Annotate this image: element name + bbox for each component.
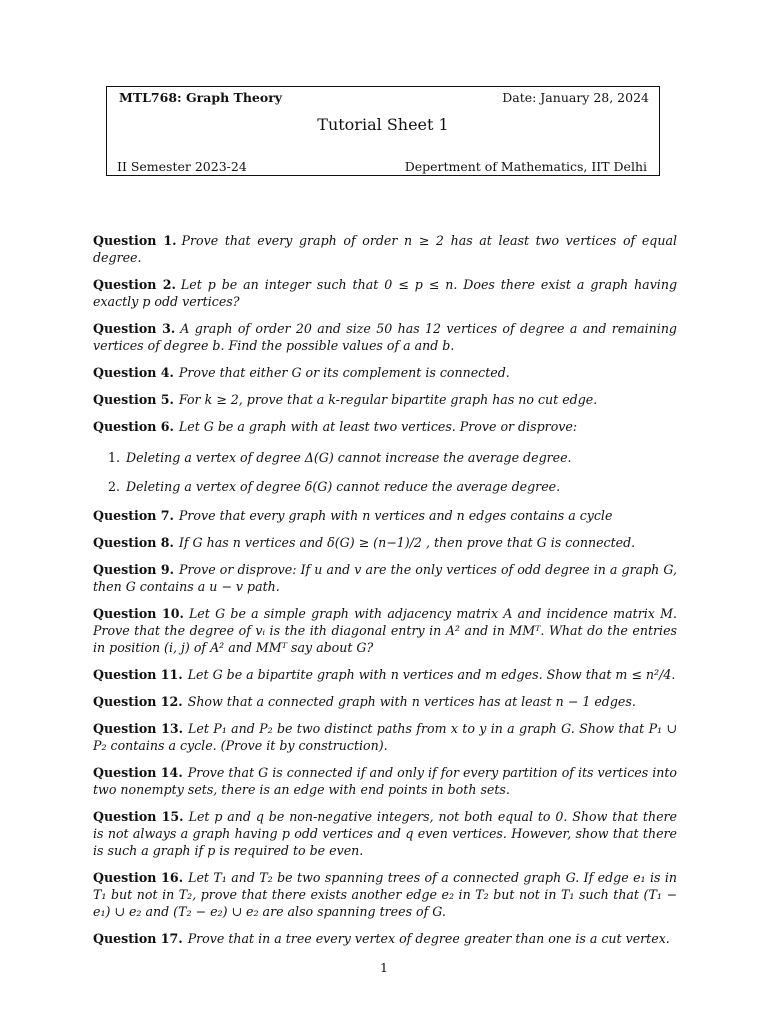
question-text: A graph of order 20 and size 50 has 12 vertices of degree a and remaining vertices of degree b. Find the possible values of a and b.: [93, 321, 677, 353]
question-label: Question 5.: [93, 392, 174, 407]
question-list: [93, 232, 677, 957]
question: [93, 276, 677, 310]
question-label: Question 2.: [93, 277, 176, 292]
sub-item-number: 2.: [108, 479, 121, 494]
question-label: Question 13.: [93, 721, 184, 736]
header-box: [106, 86, 660, 176]
question-text: Let G be a bipartite graph with n vertices and m edges. Show that m ≤ n²/4.: [187, 667, 676, 682]
question-label: Question 6.: [93, 419, 174, 434]
sub-item-text: Deleting a vertex of degree δ(G) cannot reduce the average degree.: [126, 479, 561, 494]
sub-item-text: Deleting a vertex of degree Δ(G) cannot increase the average degree.: [126, 450, 572, 465]
page-number: 1: [380, 960, 388, 975]
sub-item-list: [93, 449, 677, 495]
question-text: Let G be a graph with at least two vertices. Prove or disprove:: [178, 419, 578, 434]
question-text: Let p be an integer such that 0 ≤ p ≤ n. Does there exist a graph having exactly p odd vertices?: [93, 277, 678, 309]
sub-item: [108, 449, 677, 466]
question-label: Question 11.: [93, 667, 183, 682]
question-label: Question 3.: [93, 321, 176, 336]
date-label: Date: January 28, 2024: [502, 90, 649, 105]
question-label: Question 15.: [93, 809, 184, 824]
question: [93, 930, 677, 947]
question-text: Prove that G is connected if and only if for every partition of its vertices into two nonempty sets, there is an edge with end points in both sets.: [93, 765, 678, 797]
question: [93, 869, 677, 920]
sub-item: [108, 478, 677, 495]
sub-item-number: 1.: [108, 450, 121, 465]
question-label: Question 9.: [93, 562, 175, 577]
question-text: Prove that every graph of order n ≥ 2 has at least two vertices of equal degree.: [93, 233, 677, 265]
question: [93, 232, 677, 266]
question-label: Question 4.: [93, 365, 174, 380]
sheet-title: Tutorial Sheet 1: [317, 115, 449, 134]
question: [93, 391, 677, 408]
question-text: Let G be a simple graph with adjacency matrix A and incidence matrix M. Prove that the degree of vᵢ is the ith diagonal entry in A² and in MMᵀ. What do the entries in position (i, j) of A² and MMᵀ say about G?: [93, 606, 677, 655]
question-text: Let p and q be non-negative integers, not both equal to 0. Show that there is not always a graph having p odd vertices and q even vertices. However, show that there is such a graph if p is required to be even.: [93, 809, 678, 858]
question: [93, 605, 677, 656]
question-label: Question 16.: [93, 870, 184, 885]
question-text: Prove or disprove: If u and v are the only vertices of odd degree in a graph G, then G contains a u − v path.: [93, 562, 677, 594]
course-title: MTL768: Graph Theory: [119, 90, 283, 105]
question-label: Question 10.: [93, 606, 184, 621]
question: [93, 666, 677, 683]
question: [93, 320, 677, 354]
question-label: Question 1.: [93, 233, 177, 248]
question-text: If G has n vertices and δ(G) ≥ (n−1)/2 , then prove that G is connected.: [178, 535, 636, 550]
question: [93, 693, 677, 710]
question: [93, 364, 677, 381]
question: [93, 418, 677, 435]
question: [93, 808, 677, 859]
question: [93, 507, 677, 524]
semester-label: II Semester 2023-24: [117, 159, 247, 174]
question-label: Question 17.: [93, 931, 183, 946]
question: [93, 534, 677, 551]
question-label: Question 8.: [93, 535, 174, 550]
question-text: Prove that in a tree every vertex of degree greater than one is a cut vertex.: [187, 931, 670, 946]
question: [93, 561, 677, 595]
question: [93, 720, 677, 754]
question-text: Let P₁ and P₂ be two distinct paths from x to y in a graph G. Show that P₁ ∪ P₂ contains a cycle. (Prove it by construction).: [93, 721, 677, 753]
question-label: Question 7.: [93, 508, 174, 523]
question-label: Question 12.: [93, 694, 183, 709]
question-text: For k ≥ 2, prove that a k-regular bipartite graph has no cut edge.: [178, 392, 598, 407]
question-text: Show that a connected graph with n vertices has at least n − 1 edges.: [187, 694, 636, 709]
department-label: Depertment of Mathematics, IIT Delhi: [404, 159, 647, 174]
question-label: Question 14.: [93, 765, 183, 780]
question: [93, 764, 677, 798]
question-text: Prove that either G or its complement is connected.: [178, 365, 510, 380]
question-text: Let T₁ and T₂ be two spanning trees of a connected graph G. If edge e₁ is in T₁ but not in T₂, prove that there exists another edge e₂ in T₂ but not in T₁ such that (T₁ − e₁) ∪ e₂ and (T₂ − e₂) ∪ e₂ are also spanning trees of G.: [93, 870, 677, 919]
question-text: Prove that every graph with n vertices and n edges contains a cycle: [178, 508, 613, 523]
